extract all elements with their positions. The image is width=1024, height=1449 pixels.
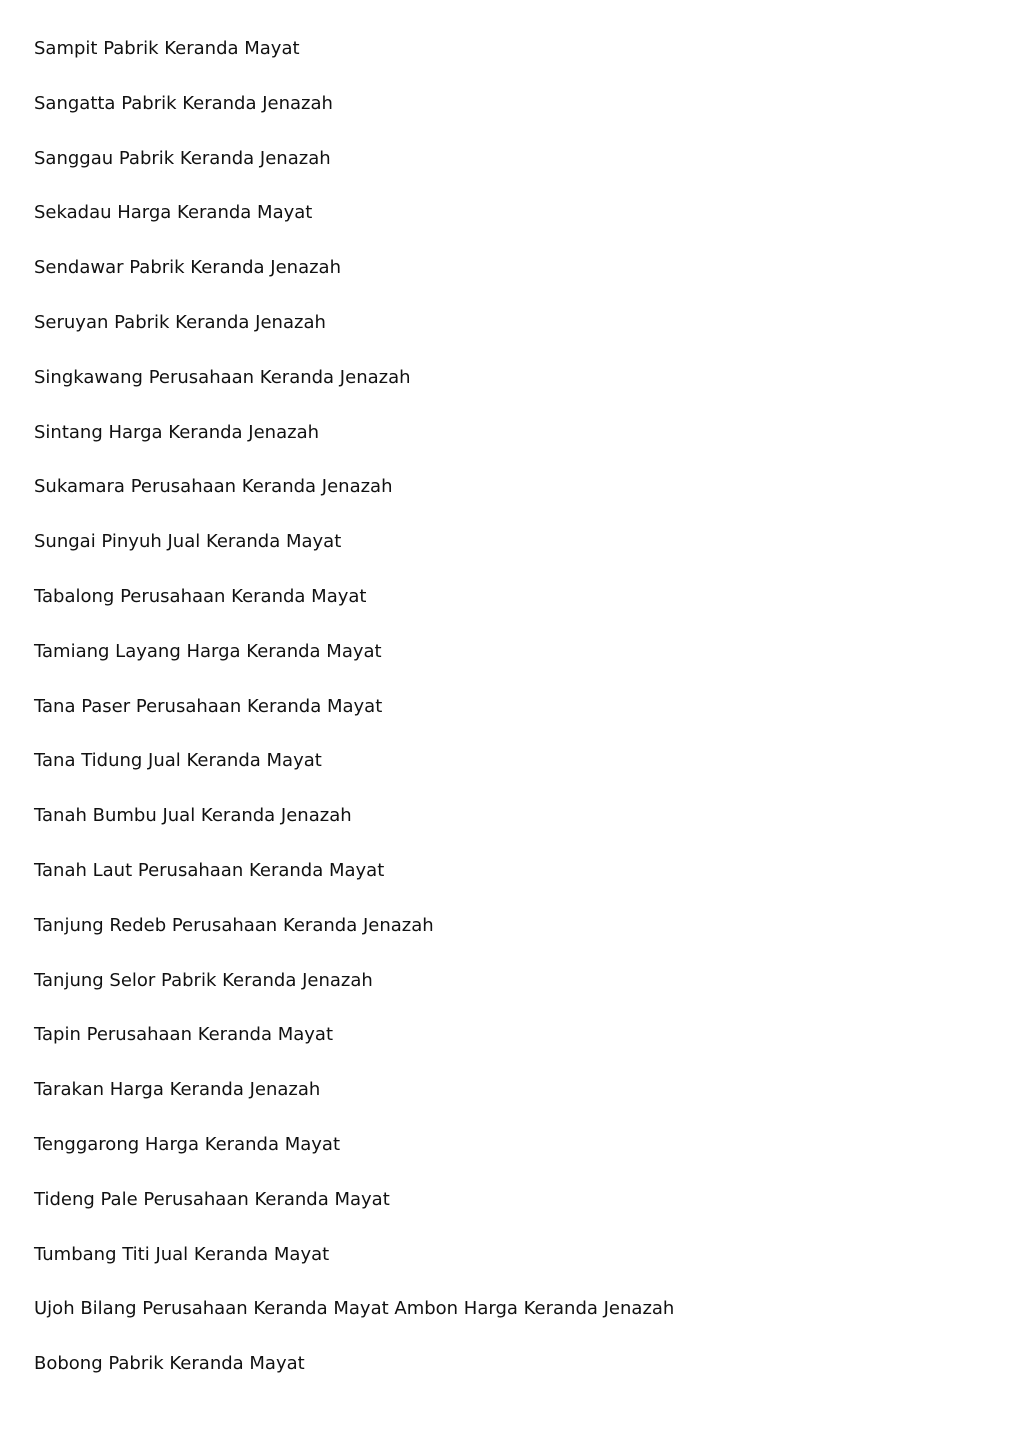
text-line: Tarakan Harga Keranda Jenazah [34, 1079, 321, 1101]
text-line: Tanah Bumbu Jual Keranda Jenazah [34, 805, 352, 827]
text-line: Tabalong Perusahaan Keranda Mayat [34, 585, 367, 607]
text-line: Sekadau Harga Keranda Mayat [34, 202, 313, 224]
text-line: Tana Paser Perusahaan Keranda Mayat [34, 695, 383, 717]
text-line: Singkawang Perusahaan Keranda Jenazah [34, 366, 411, 388]
text-line: Sanggau Pabrik Keranda Jenazah [34, 147, 331, 169]
text-line: Tanah Laut Perusahaan Keranda Mayat [34, 859, 385, 881]
text-line: Tanjung Selor Pabrik Keranda Jenazah [34, 969, 373, 991]
text-line: Tideng Pale Perusahaan Keranda Mayat [34, 1188, 390, 1210]
text-line: Sukamara Perusahaan Keranda Jenazah [34, 476, 393, 498]
text-line: Tana Tidung Jual Keranda Mayat [34, 750, 322, 772]
document-body [34, 36, 1004, 1406]
text-line: Bobong Pabrik Keranda Mayat [34, 1353, 305, 1375]
text-line: Sungai Pinyuh Jual Keranda Mayat [34, 531, 342, 553]
text-line: Tanjung Redeb Perusahaan Keranda Jenazah [34, 914, 434, 936]
text-line: Tenggarong Harga Keranda Mayat [34, 1133, 340, 1155]
text-line: Ujoh Bilang Perusahaan Keranda Mayat Ambon Harga Keranda Jenazah [34, 1298, 675, 1320]
text-line: Tumbang Titi Jual Keranda Mayat [34, 1243, 330, 1265]
text-line: Sintang Harga Keranda Jenazah [34, 421, 320, 443]
text-line: Tapin Perusahaan Keranda Mayat [34, 1024, 334, 1046]
text-line: Seruyan Pabrik Keranda Jenazah [34, 311, 326, 333]
text-line: Tamiang Layang Harga Keranda Mayat [34, 640, 382, 662]
text-line: Sendawar Pabrik Keranda Jenazah [34, 257, 341, 279]
text-line: Sangatta Pabrik Keranda Jenazah [34, 92, 333, 114]
text-line: Sampit Pabrik Keranda Mayat [34, 38, 300, 59]
